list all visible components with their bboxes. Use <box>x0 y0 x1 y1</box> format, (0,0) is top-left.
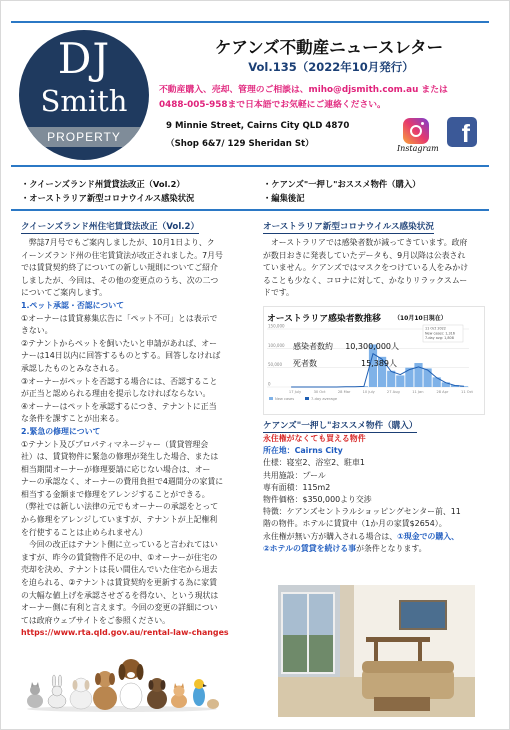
listing-heading: ケアンズ"一押し"おススメ物件（購入） <box>263 421 418 431</box>
new-cases-bar <box>396 375 404 387</box>
text-line: 承認したものとみなされる。 <box>21 363 124 373</box>
listing-feature-1: 特徴：ケアンズセントラルショッピングセンター前、11 <box>263 507 461 517</box>
logo-property-band: PROPERTY <box>19 127 149 147</box>
y-tick-label: 150,000 <box>268 323 285 329</box>
new-cases-bar <box>405 368 413 387</box>
text-line: が数日おきに発表していたデータも、9月以降は公表され <box>263 250 466 260</box>
chart-title: オーストラリア感染者数推移 <box>267 314 381 324</box>
y-tick-label: 50,000 <box>268 362 282 368</box>
pet-approval-heading: 1.ペット承認・否認について <box>21 300 125 310</box>
text-line: ナーの承認なく、オーナーの費用負担で4週間分の家賃に <box>21 477 224 487</box>
new-cases-bar <box>424 368 432 387</box>
covid-article <box>263 237 491 300</box>
legend-swatch <box>269 397 273 400</box>
y-tick-label: 0 <box>268 381 271 387</box>
puppy-icon <box>70 678 92 709</box>
text-line: 相当する金額まで修理をアレンジすることができる。 <box>21 489 210 499</box>
toc-right <box>263 177 420 205</box>
text-line: な条件を課すことが出来る。 <box>21 414 124 424</box>
kitten-icon <box>171 683 187 708</box>
chart-date: （10月10日現在） <box>394 315 447 322</box>
text-line: 相当期間オーナーが修理要請に応じない場合は、オー <box>21 464 211 474</box>
legend-swatch <box>305 397 309 400</box>
instagram-label[interactable]: Instagram <box>397 144 439 153</box>
urgent-repair-heading: 2.緊急の修理について <box>21 426 101 436</box>
contact-line-1: 不動産購入、売却、管理のご相談は、miho@djsmith.com.au または <box>159 85 448 95</box>
text-line: きない。 <box>21 326 53 336</box>
x-tick-label: 27 Aug <box>386 390 400 394</box>
address-line-2: （Shop 6&7/ 129 Sheridan St） <box>166 139 314 149</box>
dog-icon <box>147 678 167 709</box>
y-tick-label: 100,000 <box>268 342 285 348</box>
listing-price: 物件価格：$350,000より交渉 <box>263 495 372 505</box>
dj-smith-logo <box>19 30 149 160</box>
tooltip-line: New cases: 1,316 <box>425 331 455 336</box>
contact-info <box>159 83 494 113</box>
hamster-icon <box>207 699 219 709</box>
text-line: では賃貸契約終了についての新しい規則についてご紹介 <box>21 263 218 273</box>
x-tick-label: 11 Oct <box>461 390 473 394</box>
listing-spec: 仕様：寝室2、浴室2、駐車1 <box>263 458 365 468</box>
toc-divider <box>11 209 489 211</box>
logo-dj-text: DJ <box>57 34 111 83</box>
text-line: 売却を決め、テナントは長い間住んでいた住宅から退去 <box>21 565 218 575</box>
text-line: ①オーナーは賃貸募集広告に「ペット不可」とは表示で <box>21 313 218 323</box>
text-line: を行使することは止められません） <box>21 527 148 537</box>
x-tick-label: 11 Jan <box>412 390 424 394</box>
text-line: 弊誌7月号でもご案内しましたが、10月1日より、ク <box>21 238 215 247</box>
listing-note-1: 永住権が無い方が購入される場合は、①現金での購入、 <box>263 531 460 541</box>
volume-label: Vol.135（2022年10月発行） <box>248 60 414 74</box>
facebook-icon[interactable]: f <box>447 117 477 147</box>
property-photo <box>278 585 475 717</box>
text-line: しましたが、今回は、その他の変更点のうち、次の二つ <box>21 275 219 285</box>
x-tick-label: 10 July <box>362 390 375 394</box>
tooltip-line: 11 Oct 2022 <box>425 326 446 331</box>
beagle-icon <box>119 659 144 709</box>
header-divider <box>11 165 489 167</box>
qld-law-heading: クイーンズランド州住宅賃貸法改正（Vol.2） <box>21 222 200 232</box>
text-line: （弊社では新しい法律の元でもオーナーの承認をとって <box>21 502 219 512</box>
text-line: 社）は、賃貸物件に緊急の修理が発生した場合、または <box>21 452 219 462</box>
text-line: ていません。ケアンズではマスクをつけている人をみかけ <box>263 263 469 273</box>
legend-label: New cases <box>275 397 295 401</box>
text-line: ては政府ウェブサイトをご参照ください。 <box>21 615 171 625</box>
toc-item: ・クイーンズランド州賃貸法改正（Vol.2） <box>21 179 185 189</box>
listing-feature-2: 階の物件。ホテルに賃貸中（1か月の家賃$2654）。 <box>263 519 447 529</box>
x-tick-label: 28 Mar <box>337 390 351 394</box>
address-line-1: 9 Minnie Street, Cairns City QLD 4870 <box>166 121 350 131</box>
rabbit-icon <box>48 675 66 708</box>
text-line: についてご案内します。 <box>21 288 108 298</box>
deaths-label: 死者数 <box>293 359 317 368</box>
text-line: オーストラリアでは感染者数が減ってきています。政府 <box>263 238 468 247</box>
x-tick-label: 28 Apr <box>436 390 449 394</box>
legend-label: 7-day average <box>311 397 338 401</box>
deaths-value: 15,389人 <box>361 359 397 368</box>
text-line: ③オーナーがペットを否認する場合には、否認すること <box>21 376 218 386</box>
toc-item: ・編集後記 <box>263 193 305 203</box>
new-cases-bar <box>387 371 395 387</box>
toc-item: ・ケアンズ"一押し"おススメ物件（購入） <box>263 179 421 189</box>
listing-note-2: ②ホテルの賃貸を続ける事が条件となります。 <box>263 543 427 553</box>
pets-illustration <box>23 641 221 713</box>
listing-tag: 永住権がなくても買える物件 <box>263 434 366 443</box>
text-line: ①テナント及びプロパティマネージャー（賃貸管理会 <box>21 439 209 449</box>
instagram-icon[interactable] <box>403 118 429 144</box>
cases-label: 感染者数約 <box>293 342 333 351</box>
text-line: ることも少なく、コロナに対して、かなりリラックスムー <box>263 275 468 285</box>
text-line: ますが、昨今の賃貸物件不足の中、①オーナーが住宅の <box>21 552 218 562</box>
toc-item: ・オーストラリア新型コロナウイルス感染状況 <box>21 193 195 203</box>
cases-value: 10,300,000人 <box>345 342 399 351</box>
property-listing <box>263 433 491 555</box>
cat-icon <box>27 682 43 708</box>
listing-area: 専有面積：115m2 <box>263 482 331 492</box>
text-line: 今回の改正はテナント側に立っていると言われてはい <box>21 540 218 550</box>
tooltip-line: 7-day avg: 1,808 <box>425 336 454 341</box>
text-line: ④オーナーはペットを承認するにつき、テナントに正当 <box>21 401 217 411</box>
x-tick-label: 17 July <box>288 390 302 394</box>
text-line: ②テナントからペットを飼いたいと申請があれば、オー <box>21 338 218 348</box>
large-dog-icon <box>93 671 117 710</box>
text-line: の大幅な値上げを承認させざるを得ない、という現状は <box>21 590 219 600</box>
text-line: ナーは14日以内に回答するものとする。回答しなければ <box>21 351 221 361</box>
listing-location: 所在地：Cairns City <box>263 446 343 456</box>
text-line: イーンズランド州の住宅賃貸法が改正されました。7月号 <box>21 250 223 260</box>
parrot-icon <box>193 679 207 706</box>
text-line: ドです。 <box>263 288 294 298</box>
listing-facility: 共用施設：プール <box>263 470 326 480</box>
rta-link[interactable]: https://www.rta.qld.gov.au/rental-law-changes <box>21 628 229 638</box>
office-address <box>166 117 386 153</box>
text-line: オーナー側に有利と言えます。今回の変更の詳細につい <box>21 603 218 613</box>
text-line: を迫られる、②テナントは賃貸契約を更新する為に家賃 <box>21 578 218 588</box>
logo-smith-text: Smith <box>40 84 128 118</box>
text-line: から修理をアレンジしていますが、テナントが上記権利 <box>21 515 218 525</box>
contact-line-2: 0488-005-958まで日本語でお気軽にご連絡ください。 <box>159 100 386 110</box>
top-rule <box>11 21 489 23</box>
covid-heading: オーストラリア新型コロナウイルス感染状況 <box>263 222 434 232</box>
qld-law-article <box>21 237 251 640</box>
toc-left <box>21 177 194 205</box>
x-tick-label: 30 Oct <box>313 390 326 394</box>
text-line: が正当と認められる理由を提示しなければならない。 <box>21 389 211 399</box>
newsletter-title: ケアンズ不動産ニュースレター <box>214 38 444 57</box>
